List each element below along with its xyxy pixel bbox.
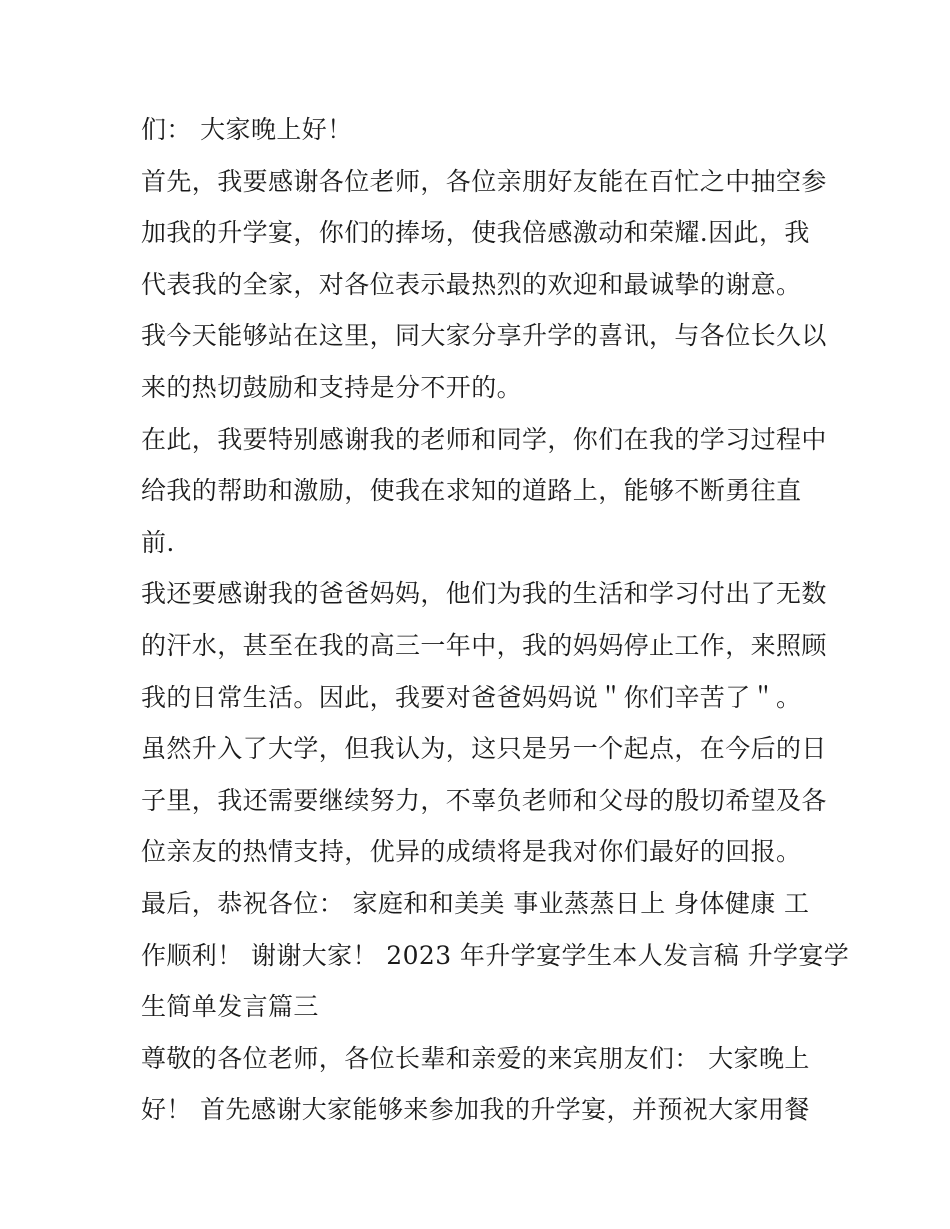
text-line: 位亲友的热情支持，优异的成绩将是我对你们最好的回报。 bbox=[141, 837, 802, 867]
text-line: 最后，恭祝各位： 家庭和和美美 事业蒸蒸日上 身体健康 工 bbox=[141, 888, 810, 918]
text-line: 我还要感谢我的爸爸妈妈，他们为我的生活和学习付出了无数 bbox=[141, 579, 827, 609]
text-line: 加我的升学宴，你们的捧场，使我倍感激动和荣耀.因此，我 bbox=[141, 218, 810, 248]
text-line: 前. bbox=[141, 527, 175, 557]
text-line: 生简单发言篇三 bbox=[141, 992, 319, 1022]
text-line: 们： 大家晚上好！ bbox=[141, 115, 353, 144]
text-line: 虽然升入了大学，但我认为，这只是另一个起点，在今后的日 bbox=[141, 734, 827, 764]
text-line: 子里，我还需要继续努力，不辜负老师和父母的殷切希望及各 bbox=[141, 785, 827, 815]
text-line: 我今天能够站在这里，同大家分享升学的喜讯，与各位长久以 bbox=[141, 321, 827, 351]
document-body bbox=[141, 107, 850, 1139]
text-line: 在此，我要特别感谢我的老师和同学，你们在我的学习过程中 bbox=[141, 424, 827, 454]
text-line: 尊敬的各位老师，各位长辈和亲爱的来宾朋友们： 大家晚上 bbox=[141, 1043, 810, 1073]
text-line: 首先，我要感谢各位老师，各位亲朋好友能在百忙之中抽空参 bbox=[141, 166, 827, 196]
text-line: 我的日常生活。因此，我要对爸爸妈妈说＂你们辛苦了＂。 bbox=[141, 682, 802, 712]
text-line: 来的热切鼓励和支持是分不开的。 bbox=[141, 372, 523, 402]
text-line: 给我的帮助和激励，使我在求知的道路上，能够不断勇往直 bbox=[141, 476, 802, 506]
text-line: 好！ 首先感谢大家能够来参加我的升学宴，并预祝大家用餐 bbox=[141, 1095, 810, 1125]
text-line: 代表我的全家，对各位表示最热烈的欢迎和最诚挚的谢意。 bbox=[141, 269, 802, 299]
text-line: 的汗水，甚至在我的高三一年中，我的妈妈停止工作，来照顾 bbox=[141, 630, 827, 660]
text-line: 作顺利！ 谢谢大家！ 2023 年升学宴学生本人发言稿 升学宴学 bbox=[141, 940, 850, 970]
